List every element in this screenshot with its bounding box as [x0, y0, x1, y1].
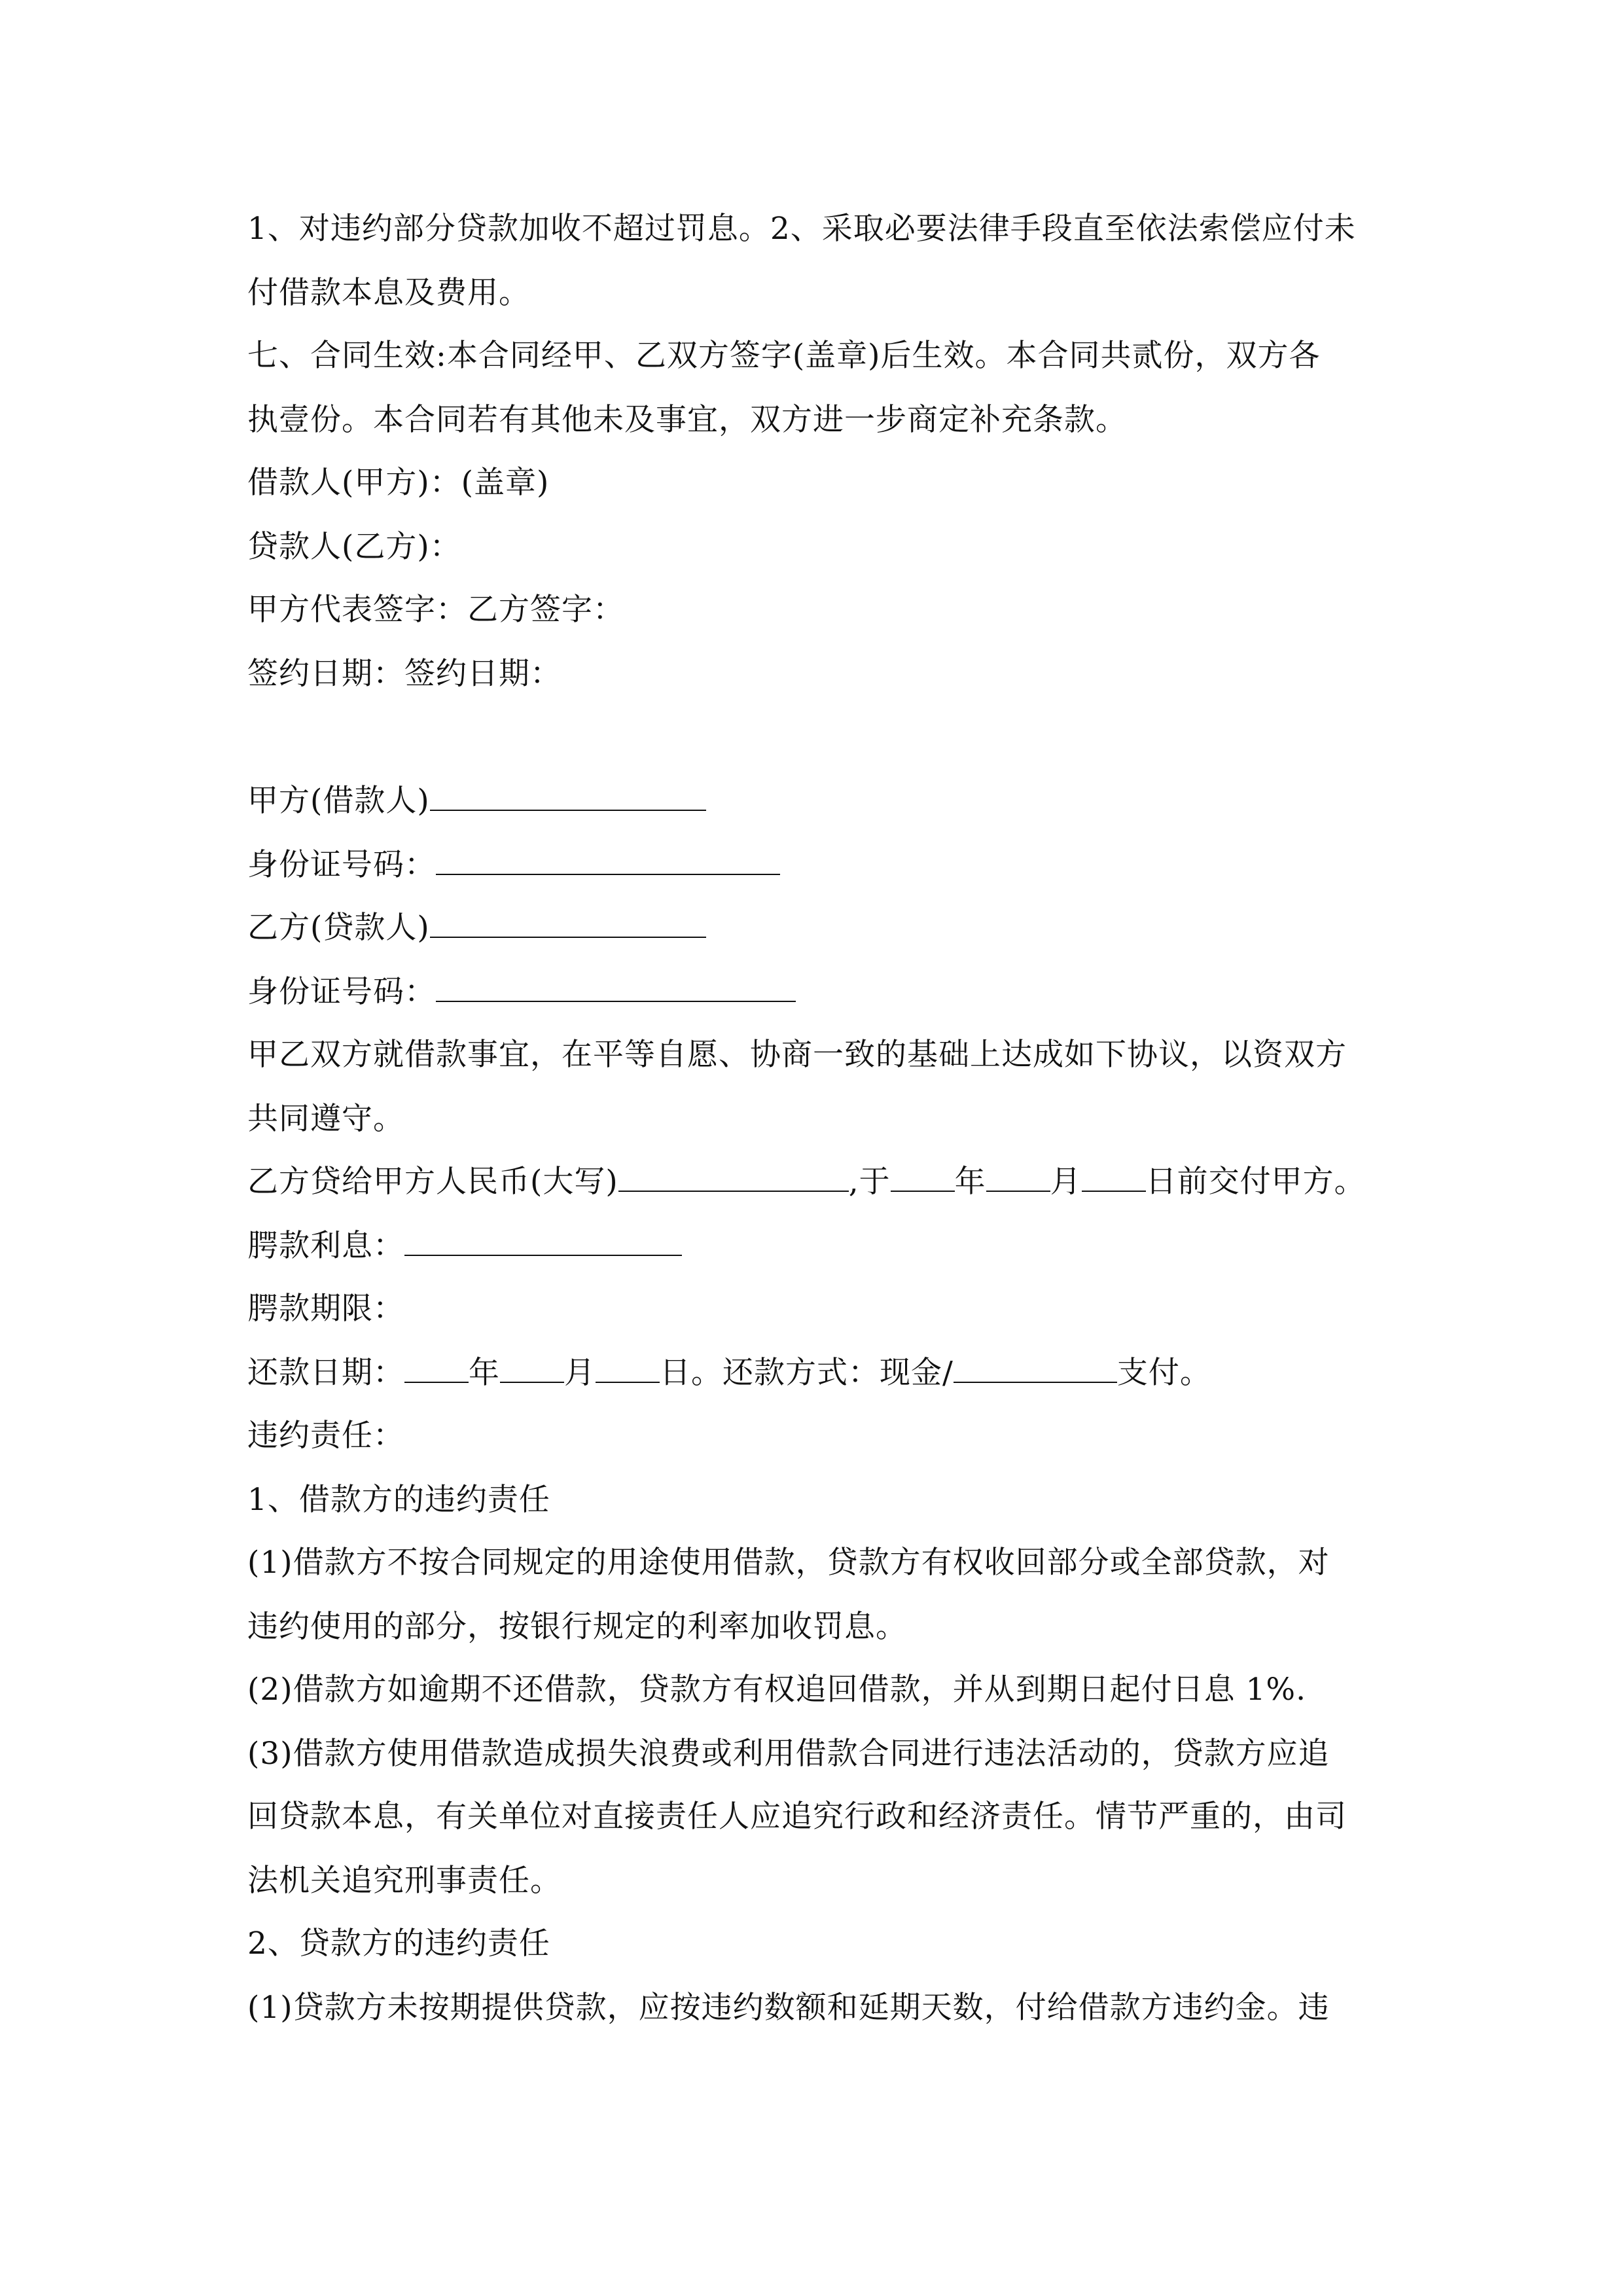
clause-line: (1)借款方不按合同规定的用途使用借款，贷款方有权收回部分或全部贷款，对: [247, 1545, 1330, 1581]
id-number-blank: [436, 848, 780, 875]
party-a-label: 甲方(借款人): [247, 783, 430, 819]
agreement-line: 甲乙双方就借款事宜，在平等自愿、协商一致的基础上达成如下协议，以资双方: [247, 1037, 1347, 1073]
clause-line: 法机关追究刑事责任。: [247, 1863, 562, 1899]
repayment-prefix: 还款日期：: [247, 1355, 404, 1391]
id-number-blank: [436, 975, 796, 1002]
interest-label: 腭款利息：: [247, 1228, 404, 1264]
loan-date-prefix: ,于: [848, 1164, 891, 1200]
id-number-label: 身份证号码：: [247, 974, 436, 1010]
party-b-line: [247, 908, 706, 948]
loan-amount-line: [247, 1162, 1366, 1202]
month-label: 月: [1050, 1164, 1082, 1200]
id-number-line-2: [247, 973, 796, 1012]
text-line: 借款人(甲方)：(盖章): [247, 465, 550, 501]
year-label: 年: [954, 1164, 986, 1200]
liability-heading: 违约责任：: [247, 1418, 404, 1454]
repayment-suffix: 支付。: [1116, 1355, 1211, 1391]
day-blank: [596, 1355, 660, 1383]
text-line: 付借款本息及费用。: [247, 275, 530, 311]
lender-liability-heading: 2、贷款方的违约责任: [247, 1926, 550, 1962]
clause-line: (1)贷款方未按期提供贷款，应按违约数额和延期天数，付给借款方违约金。违: [247, 1990, 1330, 2026]
party-a-blank: [430, 783, 706, 811]
loan-amount-suffix: 日前交付甲方。: [1145, 1164, 1366, 1200]
loan-amount-blank: [618, 1164, 849, 1192]
month-label: 月: [564, 1355, 596, 1391]
clause-line: 回贷款本息，有关单位对直接责任人应追究行政和经济责任。情节严重的，由司: [247, 1799, 1347, 1835]
interest-line: [247, 1227, 682, 1266]
id-number-line-1: [247, 846, 780, 885]
text-line: 贷款人(乙方)：: [247, 529, 461, 565]
year-label: 年: [469, 1355, 500, 1391]
party-b-label: 乙方(贷款人): [247, 910, 430, 946]
borrower-liability-heading: 1、借款方的违约责任: [247, 1482, 550, 1518]
text-line: 签约日期：签约日期：: [247, 656, 562, 692]
text-line: 1、对违约部分贷款加收不超过罚息。2、采取必要法律手段直至依法索偿应付未: [247, 211, 1356, 247]
clause-line: (3)借款方使用借款造成损失浪费或利用借款合同进行违法活动的，贷款方应追: [247, 1736, 1330, 1772]
year-blank: [891, 1164, 955, 1192]
loan-amount-prefix: 乙方贷给甲方人民币(大写): [247, 1164, 618, 1200]
year-blank: [404, 1355, 469, 1383]
term-line: 腭款期限：: [247, 1291, 404, 1327]
text-line: 执壹份。本合同若有其他未及事宜，双方进一步商定补充条款。: [247, 402, 1127, 438]
interest-blank: [404, 1229, 682, 1256]
clause-line: (2)借款方如逾期不还借款，贷款方有权追回借款，并从到期日起付日息 1%.: [247, 1672, 1307, 1708]
text-line: 七、合同生效:本合同经甲、乙双方签字(盖章)后生效。本合同共贰份，双方各: [247, 338, 1321, 374]
day-blank: [1082, 1164, 1146, 1192]
repayment-line: [247, 1354, 1211, 1393]
month-blank: [986, 1164, 1050, 1192]
agreement-line: 共同遵守。: [247, 1101, 404, 1137]
text-line: 甲方代表签字：乙方签字：: [247, 592, 624, 628]
clause-line: 违约使用的部分，按银行规定的利率加收罚息。: [247, 1609, 907, 1645]
repayment-method: 日。还款方式：现金/: [660, 1355, 954, 1391]
id-number-label: 身份证号码：: [247, 847, 436, 883]
party-a-line: [247, 781, 706, 821]
party-b-blank: [430, 910, 706, 938]
month-blank: [500, 1355, 564, 1383]
payment-method-blank: [954, 1355, 1117, 1383]
